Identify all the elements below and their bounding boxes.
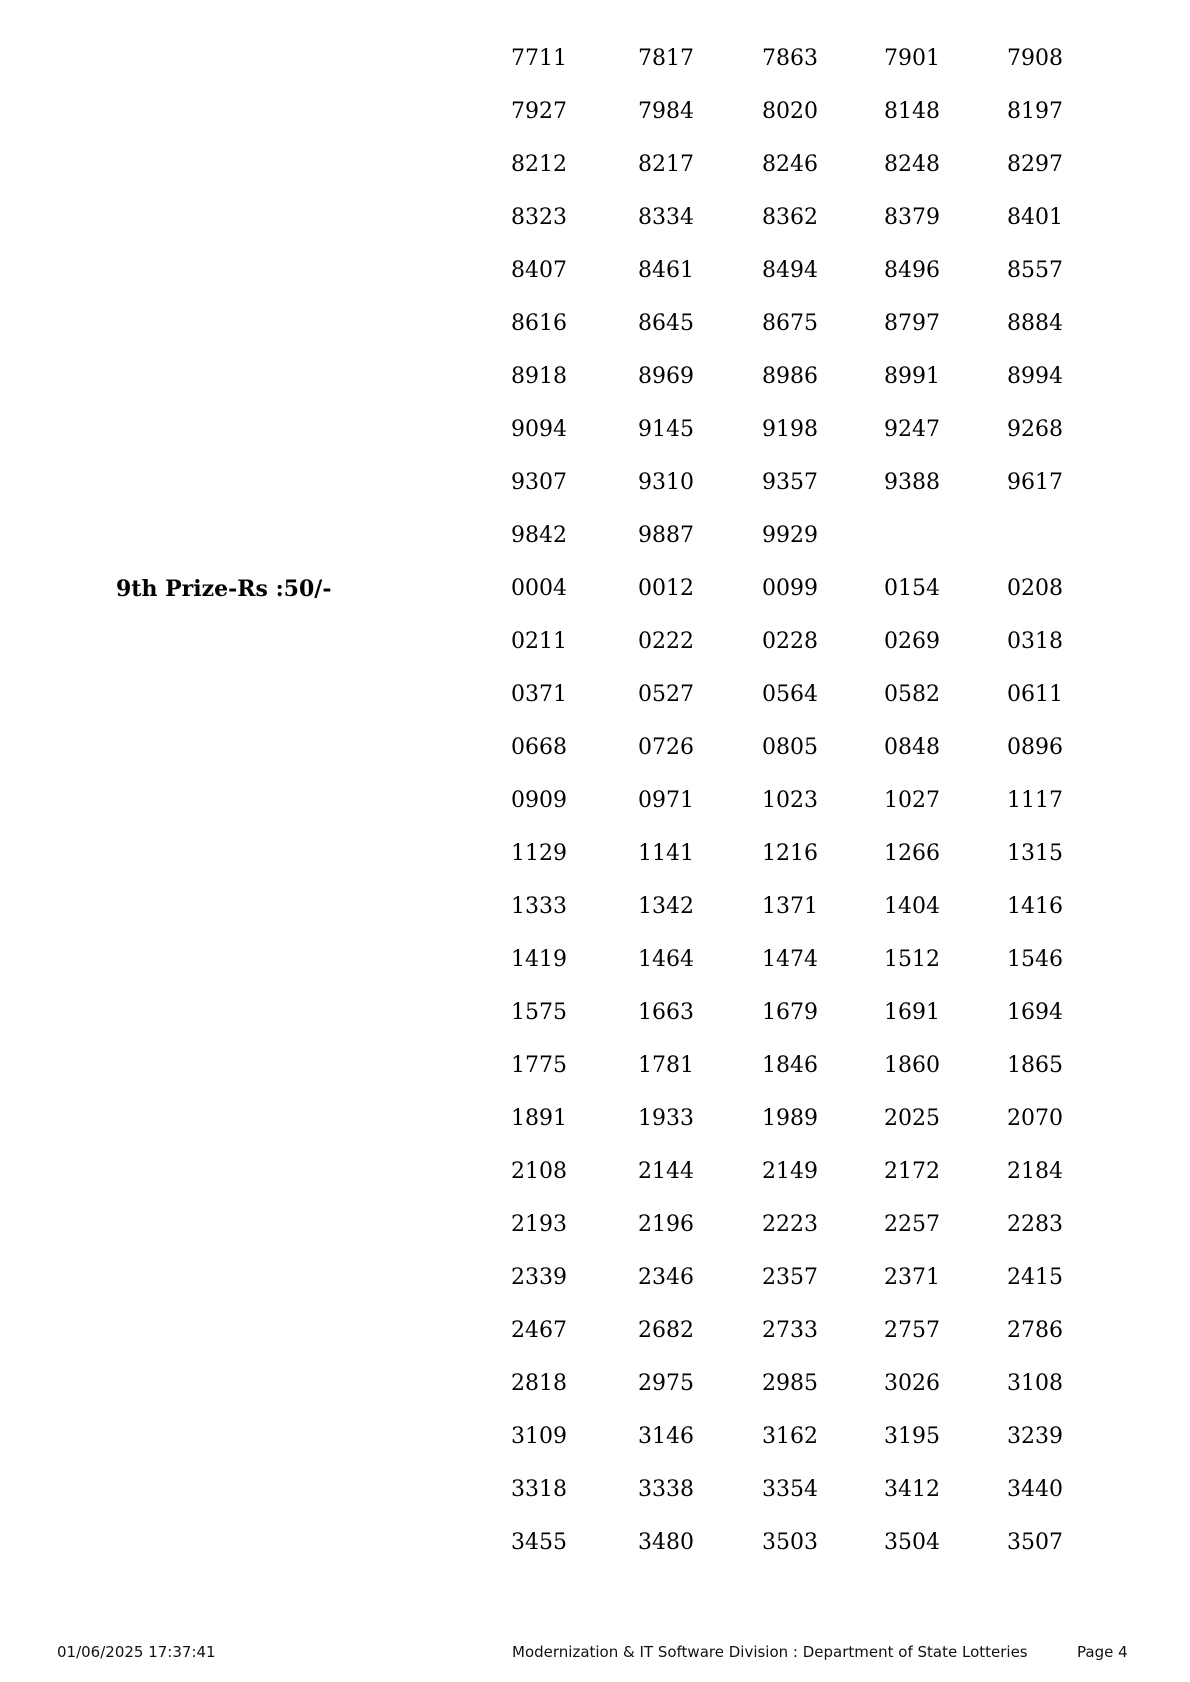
ticket-number: 2283	[1007, 1212, 1063, 1237]
ticket-number: 3412	[884, 1477, 940, 1502]
ticket-number: 8986	[762, 364, 818, 389]
ticket-number: 9268	[1007, 417, 1063, 442]
ticket-number: 8362	[762, 205, 818, 230]
ticket-number: 1416	[1007, 894, 1063, 919]
ticket-number: 8217	[638, 152, 694, 177]
ticket-number: 0222	[638, 629, 694, 654]
ticket-number: 8148	[884, 99, 940, 124]
ticket-number: 7711	[511, 46, 567, 71]
ticket-number: 3480	[638, 1530, 694, 1555]
ticket-number: 2733	[762, 1318, 818, 1343]
ticket-number: 2467	[511, 1318, 567, 1343]
ticket-number: 3109	[511, 1424, 567, 1449]
ticket-number: 1865	[1007, 1053, 1063, 1078]
ticket-number: 1933	[638, 1106, 694, 1131]
ticket-number: 8616	[511, 311, 567, 336]
ticket-number: 0099	[762, 576, 818, 601]
prize-label: 9th Prize-Rs :50/-	[116, 576, 332, 602]
ticket-number: 9887	[638, 523, 694, 548]
ticket-number: 0269	[884, 629, 940, 654]
ticket-number: 1117	[1007, 788, 1063, 813]
ticket-number: 1404	[884, 894, 940, 919]
ticket-number: 8645	[638, 311, 694, 336]
ticket-number: 8969	[638, 364, 694, 389]
ticket-number: 1027	[884, 788, 940, 813]
ticket-number: 2682	[638, 1318, 694, 1343]
ticket-number: 8379	[884, 205, 940, 230]
ticket-number: 3318	[511, 1477, 567, 1502]
ticket-number: 3504	[884, 1530, 940, 1555]
ticket-number: 8496	[884, 258, 940, 283]
ticket-number: 8994	[1007, 364, 1063, 389]
ticket-number: 8323	[511, 205, 567, 230]
ticket-number: 8020	[762, 99, 818, 124]
ticket-number: 9929	[762, 523, 818, 548]
ticket-number: 2371	[884, 1265, 940, 1290]
ticket-number: 2975	[638, 1371, 694, 1396]
ticket-number: 1023	[762, 788, 818, 813]
ticket-number: 8297	[1007, 152, 1063, 177]
ticket-number: 1694	[1007, 1000, 1063, 1025]
ticket-number: 1419	[511, 947, 567, 972]
ticket-number: 2108	[511, 1159, 567, 1184]
ticket-number: 1846	[762, 1053, 818, 1078]
ticket-number: 8407	[511, 258, 567, 283]
ticket-number: 3455	[511, 1530, 567, 1555]
ticket-number: 9617	[1007, 470, 1063, 495]
ticket-number: 2346	[638, 1265, 694, 1290]
page-number: Page 4	[1077, 1643, 1128, 1661]
ticket-number: 3354	[762, 1477, 818, 1502]
ticket-number: 9145	[638, 417, 694, 442]
ticket-number: 0805	[762, 735, 818, 760]
ticket-number: 1371	[762, 894, 818, 919]
ticket-number: 3503	[762, 1530, 818, 1555]
ticket-number: 0668	[511, 735, 567, 760]
ticket-number: 7927	[511, 99, 567, 124]
ticket-number: 2257	[884, 1212, 940, 1237]
ticket-number: 0228	[762, 629, 818, 654]
ticket-number: 1342	[638, 894, 694, 919]
ticket-number: 0848	[884, 735, 940, 760]
ticket-number: 0909	[511, 788, 567, 813]
ticket-number: 0211	[511, 629, 567, 654]
ticket-number: 3239	[1007, 1424, 1063, 1449]
print-timestamp: 01/06/2025 17:37:41	[57, 1643, 216, 1661]
ticket-number: 0582	[884, 682, 940, 707]
ticket-number: 2025	[884, 1106, 940, 1131]
ticket-number: 2757	[884, 1318, 940, 1343]
ticket-number: 7984	[638, 99, 694, 124]
ticket-number: 7817	[638, 46, 694, 71]
ticket-number: 8991	[884, 364, 940, 389]
ticket-number: 1679	[762, 1000, 818, 1025]
ticket-number: 3026	[884, 1371, 940, 1396]
ticket-number: 2144	[638, 1159, 694, 1184]
ticket-number: 3146	[638, 1424, 694, 1449]
ticket-number: 2149	[762, 1159, 818, 1184]
ticket-number: 8246	[762, 152, 818, 177]
ticket-number: 9388	[884, 470, 940, 495]
ticket-number: 0971	[638, 788, 694, 813]
ticket-number: 1315	[1007, 841, 1063, 866]
ticket-number: 1691	[884, 1000, 940, 1025]
ticket-number: 2786	[1007, 1318, 1063, 1343]
ticket-number: 1333	[511, 894, 567, 919]
ticket-number: 0611	[1007, 682, 1063, 707]
ticket-number: 0564	[762, 682, 818, 707]
ticket-number: 0318	[1007, 629, 1063, 654]
ticket-number: 8212	[511, 152, 567, 177]
ticket-number: 7908	[1007, 46, 1063, 71]
ticket-number: 1891	[511, 1106, 567, 1131]
ticket-number: 7863	[762, 46, 818, 71]
ticket-number: 1663	[638, 1000, 694, 1025]
ticket-number: 1141	[638, 841, 694, 866]
ticket-number: 8197	[1007, 99, 1063, 124]
ticket-number: 8557	[1007, 258, 1063, 283]
ticket-number: 0726	[638, 735, 694, 760]
ticket-number: 9247	[884, 417, 940, 442]
ticket-number: 2172	[884, 1159, 940, 1184]
ticket-number: 7901	[884, 46, 940, 71]
ticket-number: 2070	[1007, 1106, 1063, 1131]
ticket-number: 9357	[762, 470, 818, 495]
ticket-number: 1216	[762, 841, 818, 866]
ticket-number: 2818	[511, 1371, 567, 1396]
ticket-number: 9307	[511, 470, 567, 495]
ticket-number: 8461	[638, 258, 694, 283]
ticket-number: 2357	[762, 1265, 818, 1290]
ticket-number: 0208	[1007, 576, 1063, 601]
ticket-number: 8918	[511, 364, 567, 389]
ticket-number: 8494	[762, 258, 818, 283]
ticket-number: 0896	[1007, 735, 1063, 760]
ticket-number: 1775	[511, 1053, 567, 1078]
ticket-number: 9842	[511, 523, 567, 548]
ticket-number: 3507	[1007, 1530, 1063, 1555]
ticket-number: 0004	[511, 576, 567, 601]
ticket-number: 1546	[1007, 947, 1063, 972]
ticket-number: 2985	[762, 1371, 818, 1396]
ticket-number: 3338	[638, 1477, 694, 1502]
ticket-number: 8401	[1007, 205, 1063, 230]
ticket-number: 1860	[884, 1053, 940, 1078]
ticket-number: 0527	[638, 682, 694, 707]
ticket-number: 8334	[638, 205, 694, 230]
ticket-number: 2223	[762, 1212, 818, 1237]
ticket-number: 8797	[884, 311, 940, 336]
ticket-number: 3440	[1007, 1477, 1063, 1502]
ticket-number: 1474	[762, 947, 818, 972]
ticket-number: 0371	[511, 682, 567, 707]
ticket-number: 1129	[511, 841, 567, 866]
ticket-number: 1575	[511, 1000, 567, 1025]
ticket-number: 0012	[638, 576, 694, 601]
ticket-number: 3195	[884, 1424, 940, 1449]
ticket-number: 3108	[1007, 1371, 1063, 1396]
ticket-number: 1781	[638, 1053, 694, 1078]
ticket-number: 9094	[511, 417, 567, 442]
ticket-number: 9310	[638, 470, 694, 495]
ticket-number: 2339	[511, 1265, 567, 1290]
ticket-number: 8884	[1007, 311, 1063, 336]
ticket-number: 0154	[884, 576, 940, 601]
ticket-number: 2415	[1007, 1265, 1063, 1290]
ticket-number: 1464	[638, 947, 694, 972]
footer-division: Modernization & IT Software Division : Department of State Lotteries	[512, 1643, 1028, 1661]
ticket-number: 8248	[884, 152, 940, 177]
ticket-number: 8675	[762, 311, 818, 336]
ticket-number: 3162	[762, 1424, 818, 1449]
ticket-number: 2193	[511, 1212, 567, 1237]
ticket-number: 1512	[884, 947, 940, 972]
ticket-number: 9198	[762, 417, 818, 442]
ticket-number: 1989	[762, 1106, 818, 1131]
ticket-number: 2196	[638, 1212, 694, 1237]
ticket-number: 1266	[884, 841, 940, 866]
ticket-number: 2184	[1007, 1159, 1063, 1184]
